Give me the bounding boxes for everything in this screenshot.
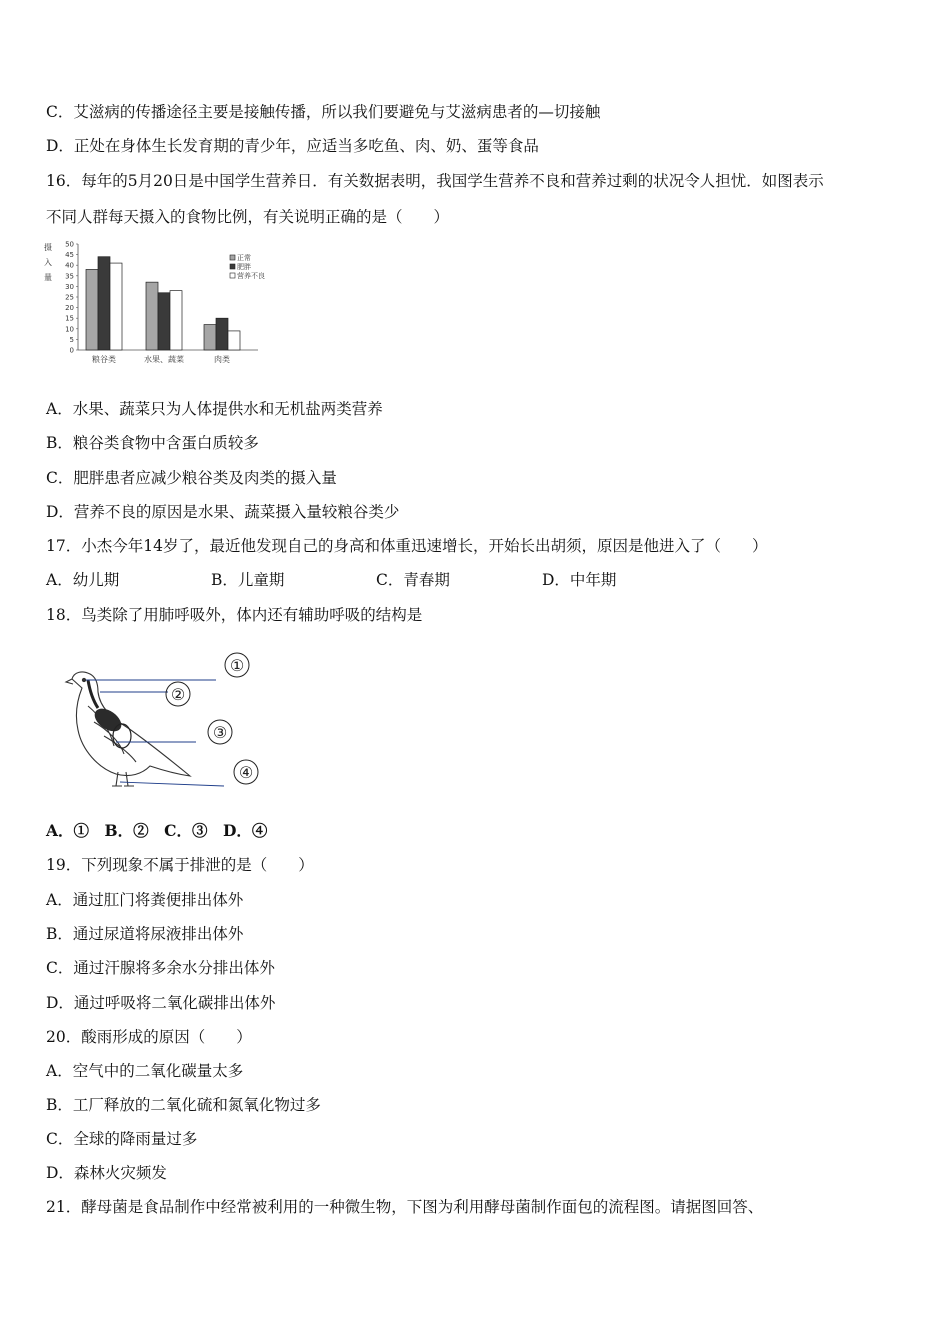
q17-option-a: A．幼儿期 xyxy=(46,571,120,589)
y-axis-ticks xyxy=(65,241,78,355)
q20-option-b: B．工厂释放的二氧化硫和氮氧化物过多 xyxy=(46,1096,321,1114)
legend-swatch xyxy=(230,255,235,260)
bar-肥胖-粮谷类 xyxy=(98,257,110,350)
structure-label-1: ① xyxy=(229,656,245,675)
q16-option-b: B．粮谷类食物中含蛋白质较多 xyxy=(46,434,259,452)
x-tick-label: 肉类 xyxy=(214,355,230,364)
food-intake-bar-chart xyxy=(44,238,284,370)
q19-option-b: B．通过尿道将尿液排出体外 xyxy=(46,925,244,943)
q16-option-d: D．营养不良的原因是水果、蔬菜摄入量较粮谷类少 xyxy=(46,503,400,521)
bar-正常-粮谷类 xyxy=(86,269,98,350)
q16-option-c: C．肥胖患者应减少粮谷类及肉类的摄入量 xyxy=(46,469,337,487)
y-axis-label-2: 入 xyxy=(44,258,52,267)
structure-label-4: ④ xyxy=(238,763,254,782)
q17-option-c: C．青春期 xyxy=(376,571,450,589)
q17-options xyxy=(46,570,616,590)
x-tick-label: 水果、蔬菜 xyxy=(144,355,184,364)
legend-label: 肥胖 xyxy=(237,263,251,271)
q16-stem-line1: 16．每年的5月20日是中国学生营养日．有关数据表明，我国学生营养不良和营养过剩的状况令人担忧．如图表示 xyxy=(46,172,824,190)
bar-正常-肉类 xyxy=(204,325,216,350)
q20-option-a: A．空气中的二氧化碳量太多 xyxy=(46,1062,244,1080)
trachea xyxy=(88,680,98,708)
q19-option-c: C．通过汗腺将多余水分排出体外 xyxy=(46,959,275,977)
q17-option-b: B．儿童期 xyxy=(211,571,285,589)
y-tick-label: 15 xyxy=(65,314,74,323)
q16-stem-line2: 不同人群每天摄入的食物比例，有关说明正确的是（ ） xyxy=(46,208,450,226)
q16-option-a: A．水果、蔬菜只为人体提供水和无机盐两类营养 xyxy=(46,400,383,418)
y-tick-label: 0 xyxy=(69,346,74,355)
y-tick-label: 50 xyxy=(65,240,74,249)
bar-正常-水果、蔬菜 xyxy=(146,282,158,350)
x-axis-labels xyxy=(92,354,230,364)
bar-肥胖-水果、蔬菜 xyxy=(158,293,170,350)
pigeon-respiratory-diagram xyxy=(64,646,274,796)
q17-stem: 17．小杰今年14岁了，最近他发现自己的身高和体重迅速增长，开始长出胡须，原因是他进入了（ ） xyxy=(46,537,768,555)
y-axis-label-1: 摄 xyxy=(44,243,52,252)
q19-option-d: D．通过呼吸将二氧化碳排出体外 xyxy=(46,994,276,1012)
q19-stem: 19．下列现象不属于排泄的是（ ） xyxy=(46,856,314,874)
y-tick-label: 20 xyxy=(65,304,74,313)
bar-肥胖-肉类 xyxy=(216,318,228,350)
legend-swatch xyxy=(230,273,235,278)
legend-swatch xyxy=(230,264,235,269)
q19-option-a: A．通过肛门将粪便排出体外 xyxy=(46,891,244,909)
q15-option-c: C．艾滋病的传播途径主要是接触传播，所以我们要避免与艾滋病患者的—切接触 xyxy=(46,103,601,121)
legend-label: 营养不良 xyxy=(237,272,265,280)
q20-stem: 20．酸雨形成的原因（ ） xyxy=(46,1028,252,1046)
chart-legend xyxy=(230,253,265,280)
bar-营养不良-肉类 xyxy=(228,331,240,350)
y-tick-label: 35 xyxy=(65,272,74,281)
q17-option-d: D．中年期 xyxy=(542,571,617,589)
y-tick-label: 30 xyxy=(65,282,74,291)
y-tick-label: 5 xyxy=(69,335,74,344)
q20-option-d: D．森林火灾频发 xyxy=(46,1164,167,1182)
y-tick-label: 10 xyxy=(65,325,74,334)
q20-option-c: C．全球的降雨量过多 xyxy=(46,1130,198,1148)
bar-营养不良-粮谷类 xyxy=(110,263,122,350)
q18-stem: 18．鸟类除了用肺呼吸外，体内还有辅助呼吸的结构是 xyxy=(46,606,423,624)
legend-label: 正常 xyxy=(237,254,251,262)
y-tick-label: 25 xyxy=(65,293,74,302)
structure-label-3: ③ xyxy=(212,723,228,742)
y-tick-label: 40 xyxy=(65,261,74,270)
y-axis-label-3: 量 xyxy=(44,273,52,282)
x-tick-label: 粮谷类 xyxy=(92,355,116,364)
bar-series xyxy=(86,257,240,350)
q15-option-d: D．正处在身体生长发育期的青少年，应适当多吃鱼、肉、奶、蛋等食品 xyxy=(46,137,539,155)
q21-stem: 21．酵母菌是食品制作中经常被利用的一种微生物，下图为利用酵母菌制作面包的流程图。请据图回答、 xyxy=(46,1198,764,1216)
y-tick-label: 45 xyxy=(65,251,74,260)
q18-options: A．① B．② C．③ D．④ xyxy=(46,821,268,840)
bar-营养不良-水果、蔬菜 xyxy=(170,291,182,350)
structure-label-2: ② xyxy=(170,685,186,704)
air-sac xyxy=(113,724,131,748)
